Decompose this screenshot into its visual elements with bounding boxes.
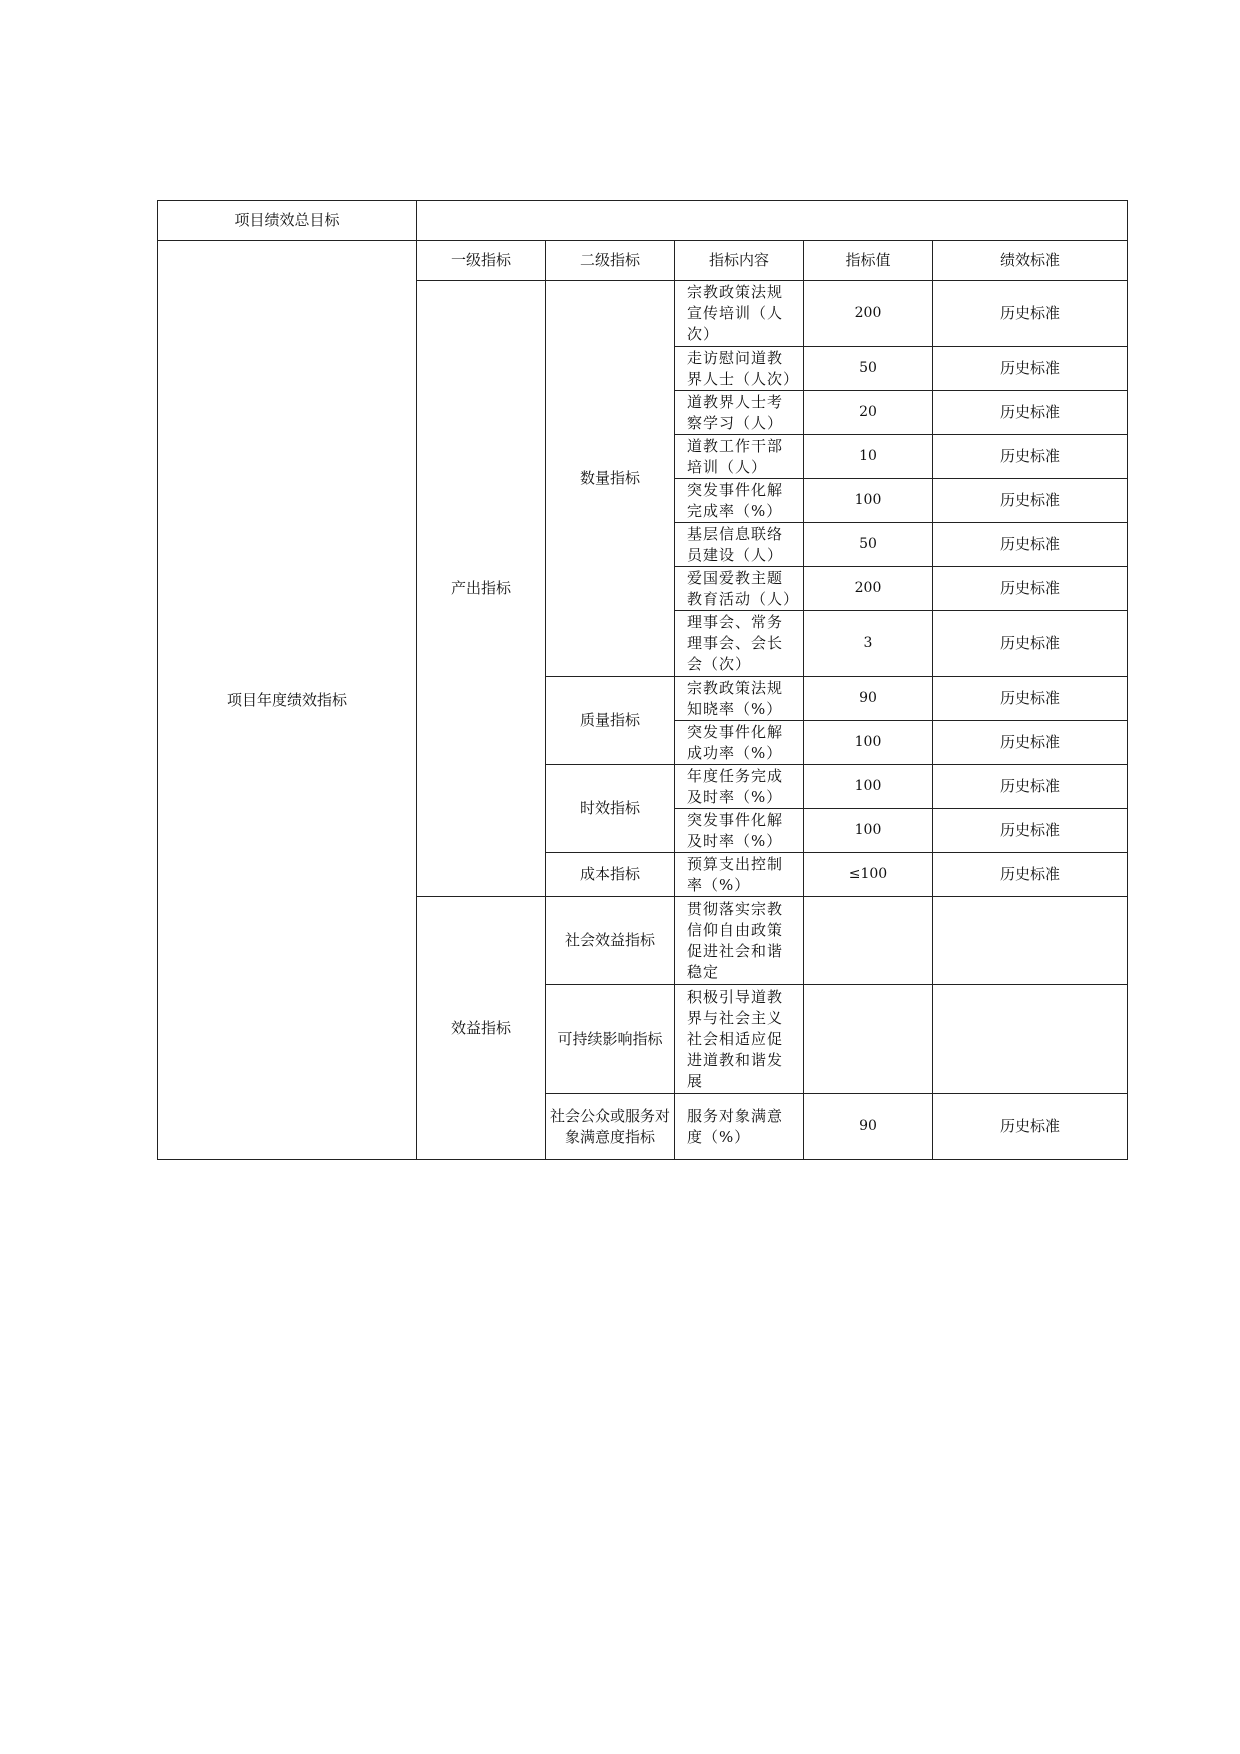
performance-standard: 历史标准 bbox=[933, 567, 1128, 611]
indicator-value: 10 bbox=[804, 435, 933, 479]
indicator-value: 50 bbox=[804, 347, 933, 391]
level2-quantity: 数量指标 bbox=[546, 281, 675, 677]
header-level1: 一级指标 bbox=[417, 241, 546, 281]
level2-social: 社会效益指标 bbox=[546, 897, 675, 985]
performance-standard: 历史标准 bbox=[933, 677, 1128, 721]
performance-standard: 历史标准 bbox=[933, 611, 1128, 677]
performance-standard bbox=[933, 897, 1128, 985]
level2-satisfaction: 社会公众或服务对象满意度指标 bbox=[546, 1094, 675, 1160]
level2-timeliness: 时效指标 bbox=[546, 765, 675, 853]
indicator-content: 道教工作干部培训（人） bbox=[675, 435, 804, 479]
indicator-content: 服务对象满意度（%） bbox=[675, 1094, 804, 1160]
performance-standard: 历史标准 bbox=[933, 281, 1128, 347]
performance-table bbox=[157, 200, 1128, 1160]
indicator-value bbox=[804, 897, 933, 985]
indicator-value: ≤100 bbox=[804, 853, 933, 897]
indicator-value: 50 bbox=[804, 523, 933, 567]
performance-standard: 历史标准 bbox=[933, 347, 1128, 391]
performance-standard: 历史标准 bbox=[933, 853, 1128, 897]
indicator-value: 20 bbox=[804, 391, 933, 435]
indicator-value bbox=[804, 985, 933, 1094]
header-row bbox=[158, 241, 1128, 281]
indicator-content: 贯彻落实宗教信仰自由政策促进社会和谐稳定 bbox=[675, 897, 804, 985]
performance-standard bbox=[933, 985, 1128, 1094]
indicator-content: 突发事件化解成功率（%） bbox=[675, 721, 804, 765]
performance-standard: 历史标准 bbox=[933, 479, 1128, 523]
indicator-value: 100 bbox=[804, 721, 933, 765]
level2-cost: 成本指标 bbox=[546, 853, 675, 897]
indicator-value: 100 bbox=[804, 479, 933, 523]
header-standard: 绩效标准 bbox=[933, 241, 1128, 281]
indicator-value: 90 bbox=[804, 1094, 933, 1160]
overall-goal-value bbox=[417, 201, 1128, 241]
indicator-content: 理事会、常务理事会、会长会（次） bbox=[675, 611, 804, 677]
performance-standard: 历史标准 bbox=[933, 391, 1128, 435]
overall-goal-label: 项目绩效总目标 bbox=[158, 201, 417, 241]
indicator-content: 宗教政策法规知晓率（%） bbox=[675, 677, 804, 721]
level1-benefit: 效益指标 bbox=[417, 897, 546, 1160]
header-level2: 二级指标 bbox=[546, 241, 675, 281]
performance-standard: 历史标准 bbox=[933, 435, 1128, 479]
overall-goal-row bbox=[158, 201, 1128, 241]
header-content: 指标内容 bbox=[675, 241, 804, 281]
indicator-value: 100 bbox=[804, 809, 933, 853]
indicator-content: 年度任务完成及时率（%） bbox=[675, 765, 804, 809]
indicator-value: 200 bbox=[804, 567, 933, 611]
performance-standard: 历史标准 bbox=[933, 1094, 1128, 1160]
indicator-content: 预算支出控制率（%） bbox=[675, 853, 804, 897]
indicator-content: 道教界人士考察学习（人） bbox=[675, 391, 804, 435]
level2-quality: 质量指标 bbox=[546, 677, 675, 765]
indicator-value: 200 bbox=[804, 281, 933, 347]
indicator-value: 3 bbox=[804, 611, 933, 677]
indicator-content: 基层信息联络员建设（人） bbox=[675, 523, 804, 567]
indicator-content: 爱国爱教主题教育活动（人） bbox=[675, 567, 804, 611]
annual-indicator-label: 项目年度绩效指标 bbox=[158, 241, 417, 1160]
indicator-value: 100 bbox=[804, 765, 933, 809]
performance-standard: 历史标准 bbox=[933, 765, 1128, 809]
indicator-content: 积极引导道教界与社会主义社会相适应促进道教和谐发展 bbox=[675, 985, 804, 1094]
header-value: 指标值 bbox=[804, 241, 933, 281]
indicator-content: 突发事件化解及时率（%） bbox=[675, 809, 804, 853]
indicator-content: 走访慰问道教界人士（人次） bbox=[675, 347, 804, 391]
indicator-content: 宗教政策法规宣传培训（人次） bbox=[675, 281, 804, 347]
level2-sustainable: 可持续影响指标 bbox=[546, 985, 675, 1094]
performance-standard: 历史标准 bbox=[933, 523, 1128, 567]
performance-standard: 历史标准 bbox=[933, 809, 1128, 853]
level1-output: 产出指标 bbox=[417, 281, 546, 897]
indicator-content: 突发事件化解完成率（%） bbox=[675, 479, 804, 523]
performance-standard: 历史标准 bbox=[933, 721, 1128, 765]
indicator-value: 90 bbox=[804, 677, 933, 721]
